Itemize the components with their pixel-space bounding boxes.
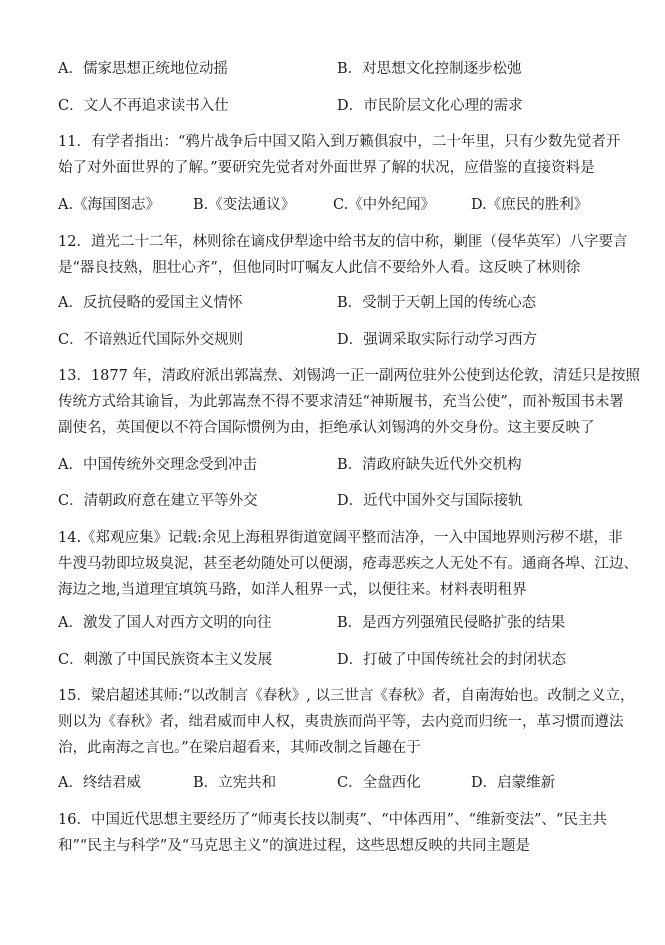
q12-option-b: B．受制于天朝上国的传统心态 (337, 295, 537, 311)
q13-stem-line-3: 副使名，英国便以不符合国际惯例为由，拒绝承认刘锡鸿的外交身份。这主要反映了 (58, 420, 595, 436)
q15-option-a: A．终结君威 (58, 775, 141, 791)
q10-option-c: C．文人不再追求读书入仕 (58, 98, 229, 114)
q14-option-d: D．打破了中国传统社会的封闭状态 (337, 652, 567, 668)
q11-stem-line-2: 始了对外面世界的了解。”要研究先觉者对外面世界了解的状况，应借鉴的直接资料是 (58, 160, 595, 176)
q15-stem-line-3: 治，此南海之言也。”在梁启超看来，其师改制之旨趣在于 (58, 740, 421, 756)
q12-option-c: C．不谙熟近代国际外交规则 (58, 332, 244, 348)
q11-option-d: D.《庶民的胜利》 (471, 197, 589, 213)
q13-option-d: D．近代中国外交与国际接轨 (337, 493, 523, 509)
q16-stem-line-1: 16．中国近代思想主要经历了“师夷长技以制夷”、“中体西用”、“维新变法”、“民主共 (58, 812, 607, 828)
q11-option-c: C.《中外纪闻》 (333, 197, 436, 213)
q14-stem-line-3: 海边之地,当道理宜填筑马路，如洋人租界一式，以便往来。材料表明租界 (58, 582, 527, 598)
q13-option-b: B．清政府缺失近代外交机构 (337, 457, 522, 473)
q13-stem-line-2: 传统方式给其谕旨，为此郭嵩焘不得不要求清廷“神斯履书，充当公使”，而补叛国书未署 (58, 394, 624, 410)
q12-option-d: D．强调采取实际行动学习西方 (337, 332, 538, 348)
q16-stem-line-2: 和”“民主与科学”及“马克思主义”的演进过程，这些思想反映的共同主题是 (58, 838, 531, 854)
q14-option-b: B．是西方列强殖民侵略扩张的结果 (337, 615, 566, 631)
q15-option-c: C．全盘西化 (337, 775, 421, 791)
q12-option-a: A．反抗侵略的爱国主义情怀 (58, 295, 243, 311)
q14-option-c: C．刺激了中国民族资本主义发展 (58, 652, 273, 668)
q15-stem-line-2: 则以为《春秋》者，绌君威而申人权，夷贵族而尚平等，去内竞而归统一，革习惯而遵法 (58, 714, 624, 730)
q10-option-b: B．对思想文化控制逐步松弛 (337, 61, 522, 77)
q11-option-a: A.《海国图志》 (58, 197, 161, 213)
q14-stem-line-1: 14.《郑观应集》记载:余见上海租界街道宽阔平整而洁净，一入中国地界则污秽不堪，非 (58, 530, 623, 546)
q13-option-c: C．清朝政府意在建立平等外交 (58, 493, 258, 509)
q14-option-a: A．激发了国人对西方文明的向往 (58, 615, 272, 631)
q15-option-b: B．立宪共和 (193, 775, 277, 791)
q14-stem-line-2: 牛溲马勃即垃圾臭泥，甚至老幼随处可以便溺，疮毒恶疾之人无处不有。通商各埠、江边、 (58, 556, 638, 572)
q10-option-d: D．市民阶层文化心理的需求 (337, 98, 523, 114)
q10-option-a: A．儒家思想正统地位动摇 (58, 61, 228, 77)
q15-option-d: D．启蒙维新 (471, 775, 556, 791)
q15-stem-line-1: 15．梁启超述其师:“以改制言《春秋》, 以三世言《春秋》者，自南海始也。改制之义立， (58, 688, 635, 704)
q11-option-b: B.《变法通议》 (193, 197, 296, 213)
q11-stem-line-1: 11．有学者指出：“鸦片战争后中国又陷入到万籁俱寂中，二十年里，只有少数先觉者开 (58, 134, 621, 150)
q13-stem-line-1: 13．1877 年，清政府派出郭嵩焘、刘锡鸿一正一副两位驻外公使到达伦敦，清廷只是按照 (58, 368, 640, 384)
q13-option-a: A．中国传统外交理念受到冲击 (58, 457, 257, 473)
q12-stem-line-2: 是“器良技熟，胆壮心齐”，但他同时叮嘱友人此信不要给外人看。这反映了林则徐 (58, 260, 581, 276)
q12-stem-line-1: 12．道光二十二年，林则徐在谪戍伊犁途中给书友的信中称，剿匪（侵华英军）八字要言 (58, 234, 628, 250)
